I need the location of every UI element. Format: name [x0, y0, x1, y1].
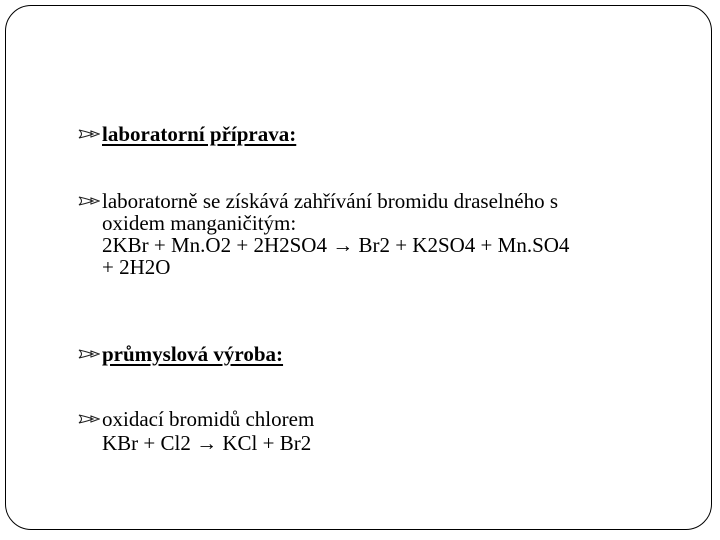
- industry-equation-line: KBr + Cl2 → KCl + Br2: [102, 431, 312, 455]
- bullet-lab-text: [78, 190, 569, 278]
- bullet-industry-heading: [78, 343, 283, 365]
- arrow-bullet-icon: [78, 408, 102, 430]
- lab-equation-line: + 2H2O: [102, 255, 171, 279]
- lab-text-line: laboratorně se získává zahřívání bromidu draselného s: [102, 189, 559, 213]
- industry-text-line: oxidací bromidů chlorem: [102, 407, 315, 431]
- lab-heading: laboratorní příprava:: [102, 122, 297, 146]
- arrow-bullet-icon: [78, 343, 102, 365]
- lab-text-line: oxidem manganičitým:: [102, 211, 297, 235]
- lab-equation-line: 2KBr + Mn.O2 + 2H2SO4 → Br2 + K2SO4 + Mn.SO4: [102, 233, 570, 257]
- industry-heading: průmyslová výroba:: [102, 342, 284, 366]
- arrow-bullet-icon: [78, 123, 102, 145]
- bullet-lab-heading: [78, 123, 296, 145]
- arrow-bullet-icon: [78, 190, 102, 212]
- bullet-industry-text: [78, 408, 314, 454]
